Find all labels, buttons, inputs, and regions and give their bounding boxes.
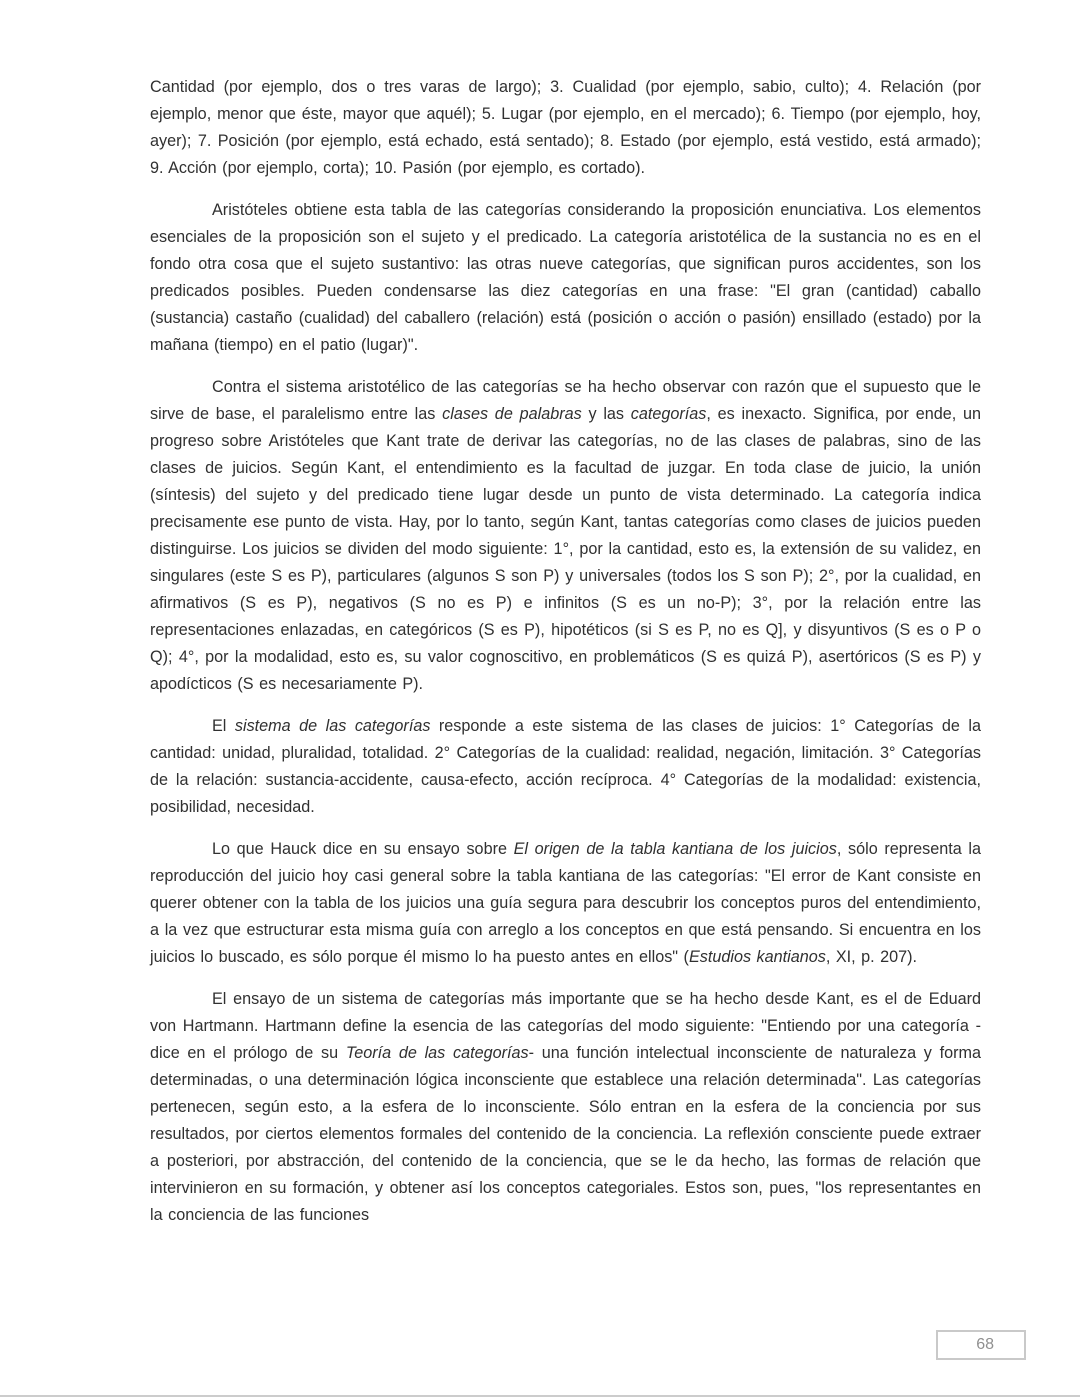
body-text: , XI, p. 207). [825, 948, 918, 966]
body-text: , es inexacto. Significa, por ende, un progreso sobre Aristóteles que Kant trate de derivar las categorías, no de las clases de palabras, sino de las clases de juicios. Según Kant, el entendimiento es la facultad de juzgar. En toda clase de juicio, la unión (síntesis) del sujeto y del predicado tiene lugar desde un punto de vista determinado. La categoría indica precisamente ese punto de vista. Hay, por lo tanto, según Kant, tantas categorías como clases de juicios pueden distinguirse. Los juicios se dividen del modo siguiente: 1°, por la cantidad, esto es, la extensión de su validez, en singulares (este S es P), particulares (algunos S son P) y universales (todos los S son P); 2°, por la cualidad, en afirmativos (S es P), negativos (S no es P) e infinitos (S es un no-P); 3°, por la relación entre las representaciones enlazadas, en categóricos (S es P), hipotéticos (si S es P, no es Q], y disyuntivos (S es o P o Q); 4°, por la modalidad, esto es, su valor cognoscitivo, en problemáticos (S es quizá P), asertóricos (S es P) y apodícticos (S es necesariamente P). [150, 405, 981, 693]
italic-text: Estudios kantianos [688, 948, 826, 966]
page-number: 68 [936, 1330, 1026, 1360]
body-text: El ensayo de un sistema de categorías más importante que se ha hecho desde Kant, es el de Eduard von Hartmann. Hartmann define la esencia de las categorías del modo siguiente: "Entiendo por una categoría -dice en el prólogo de su [150, 990, 981, 1062]
paragraph [150, 986, 981, 1229]
paragraph [150, 713, 981, 821]
paragraph [150, 374, 981, 698]
italic-text: Teoría de las categorías [345, 1044, 529, 1062]
italic-text: categorías [630, 405, 707, 423]
body-text: El [212, 717, 235, 735]
italic-text: clases de palabras [442, 405, 582, 423]
text-block [150, 74, 981, 1244]
body-text: responde a este sistema de las clases de juicios: 1° Categorías de la cantidad: unidad, pluralidad, totalidad. 2° Categorías de la cualidad: realidad, negación, limitación. 3° Categorías de la relación: sustancia-accidente, causa-efecto, acción recíproca. 4° Categorías de la modalidad: existencia, posibilidad, necesidad. [150, 717, 981, 816]
paragraph [150, 197, 981, 359]
body-text: Aristóteles obtiene esta tabla de las categorías considerando la proposición enunciativa. Los elementos esenciales de la proposición son el sujeto y el predicado. La categoría aristotélica de la sustancia no es en el fondo otra cosa que el sujeto sustantivo: las otras nueve categorías, que significan puros accidentes, son los predicados posibles. Pueden condensarse las diez categorías en una frase: "El gran (cantidad) caballo (sustancia) castaño (cualidad) del caballero (relación) está (posición o acción o pasión) ensillado (estado) por la mañana (tiempo) en el patio (lugar)". [150, 201, 981, 354]
body-text: Cantidad (por ejemplo, dos o tres varas de largo); 3. Cualidad (por ejemplo, sabio, culto); 4. Relación (por ejemplo, menor que éste, mayor que aquél); 5. Lugar (por ejemplo, en el mercado); 6. Tiempo (por ejemplo, hoy, ayer); 7. Posición (por ejemplo, está echado, está sentado); 8. Estado (por ejemplo, está vestido, está armado); 9. Acción (por ejemplo, corta); 10. Pasión (por ejemplo, es cortado). [150, 78, 981, 177]
italic-text: sistema de las categorías [234, 717, 431, 735]
paragraph [150, 836, 981, 971]
body-text: Contra el sistema aristotélico de las categorías se ha hecho observar con razón que el supuesto que le sirve de base, el paralelismo entre las [150, 378, 981, 423]
body-text: - una función intelectual inconsciente de naturaleza y forma determinadas, o una determinación lógica inconsciente que establece una relación determinada". Las categorías pertenecen, según esto, a la esfera de lo inconsciente. Sólo entran en la esfera de la conciencia por sus resultados, por ciertos elementos formales del contenido de la conciencia. La reflexión consciente puede extraer a posteriori, por abstracción, del contenido de la conciencia, que se le da hecho, las formas de relación que intervinieron en su formación, y obtener así los conceptos categoriales. Estos son, pues, "los representantes en la conciencia de las funciones [150, 1044, 982, 1224]
body-text: Lo que Hauck dice en su ensayo sobre [212, 840, 514, 858]
italic-text: El origen de la tabla kantiana de los juicios [513, 840, 837, 858]
paragraph [150, 74, 981, 182]
body-text: , sólo representa la reproducción del juicio hoy casi general sobre la tabla kantiana de las categorías: "El error de Kant consiste en querer obtener con la tabla de los juicios una guía segura para descubrir los conceptos puros del entendimiento, a la vez que estructurar esta misma guía con arreglo a los conceptos en que está pensando. Si encuentra en los juicios lo buscado, es sólo porque él mismo lo ha puesto antes en ellos" ( [150, 840, 981, 966]
body-text: y las [581, 405, 631, 423]
